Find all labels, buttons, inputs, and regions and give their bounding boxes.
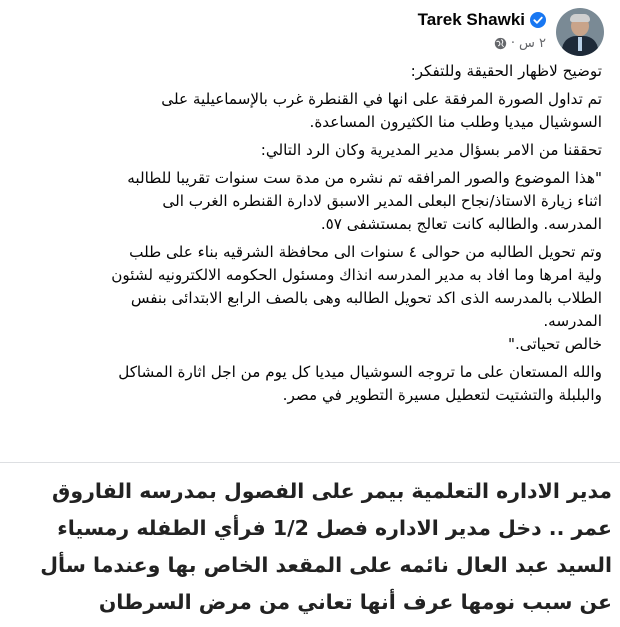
- post-line: خالص تحياتى.": [507, 335, 602, 353]
- post-paragraph: [14, 88, 602, 134]
- post-paragraph: [14, 241, 602, 356]
- post-line: المدرسه. والطالبه كانت تعالج بمستشفى ٥٧.: [320, 215, 602, 233]
- post-line: اثناء زيارة الاستاذ/نجاح البعلى المدير الاسبق لادارة القنطره الغرب الى: [162, 192, 602, 210]
- post-line: المدرسه.: [543, 312, 602, 330]
- post-line: تحققنا من الامر بسؤال مدير المديرية وكان الرد التالي:: [260, 141, 602, 159]
- image-text-line: عن سبب نومها عرف أنها تعاني من مرض السرطان: [98, 590, 612, 614]
- post-paragraph: [14, 139, 602, 162]
- post-text: [14, 60, 602, 412]
- post-line: والله المستعان على ما تروجه السوشيال ميديا كل يوم من اجل اثارة المشاكل: [118, 363, 602, 381]
- post-line: السوشيال ميديا وطلب منا الكثيرون المساعدة.: [309, 113, 602, 131]
- author-row: [418, 10, 546, 30]
- image-text-line: عمر .. دخل مدير الاداره فصل 1/2 فرأي الطفله رمسياء: [57, 516, 612, 540]
- author-avatar[interactable]: [556, 8, 604, 56]
- post-line: ولية امرها وما افاد به مدير المدرسه انذاك ومسئول الحكومه الالكترونيه لشئون: [111, 266, 602, 284]
- image-text-line: السيد عبد العال نائمه على المقعد الخاص بها وعندما سأل: [40, 553, 612, 577]
- author-name[interactable]: Tarek Shawki: [417, 10, 525, 29]
- meta-separator: ·: [510, 36, 515, 51]
- post-paragraph: [14, 361, 602, 407]
- image-text-line: مدير الاداره التعلمية بيمر على الفصول بمدرسه الفاروق: [52, 479, 612, 503]
- post-line: الطلاب بالمدرسه الذى اكد تحويل الطالبه وهى بالصف الرابع الابتدائى بنفس: [130, 289, 602, 307]
- post-line: توضيح لاظهار الحقيقة وللتفكر:: [410, 62, 602, 80]
- post-timestamp[interactable]: ٢ س: [519, 36, 546, 51]
- post-line: وتم تحويل الطالبه من حوالى ٤ سنوات الى محافظة الشرقيه بناء على طلب: [129, 243, 602, 261]
- post-line: "هذا الموضوع والصور المرافقه تم نشره من مدة ست سنوات تقريبا للطالبه: [127, 169, 602, 187]
- globe-icon[interactable]: [494, 37, 507, 50]
- avatar-hair: [570, 14, 590, 22]
- avatar-tie: [578, 37, 582, 51]
- post-line: تم تداول الصورة المرفقة على انها في القنطرة غرب بالإسماعيلية على: [161, 90, 602, 108]
- verified-badge-icon: [530, 12, 546, 28]
- post-paragraph: [14, 167, 602, 236]
- image-caption-text: [12, 473, 612, 621]
- post-line: والبلبلة والتشتيت لتعطيل مسيرة التطوير في مصر.: [282, 386, 602, 404]
- post-meta: [494, 36, 546, 51]
- attached-image[interactable]: [0, 463, 620, 627]
- post-paragraph: [14, 60, 602, 83]
- post-header: [304, 8, 604, 58]
